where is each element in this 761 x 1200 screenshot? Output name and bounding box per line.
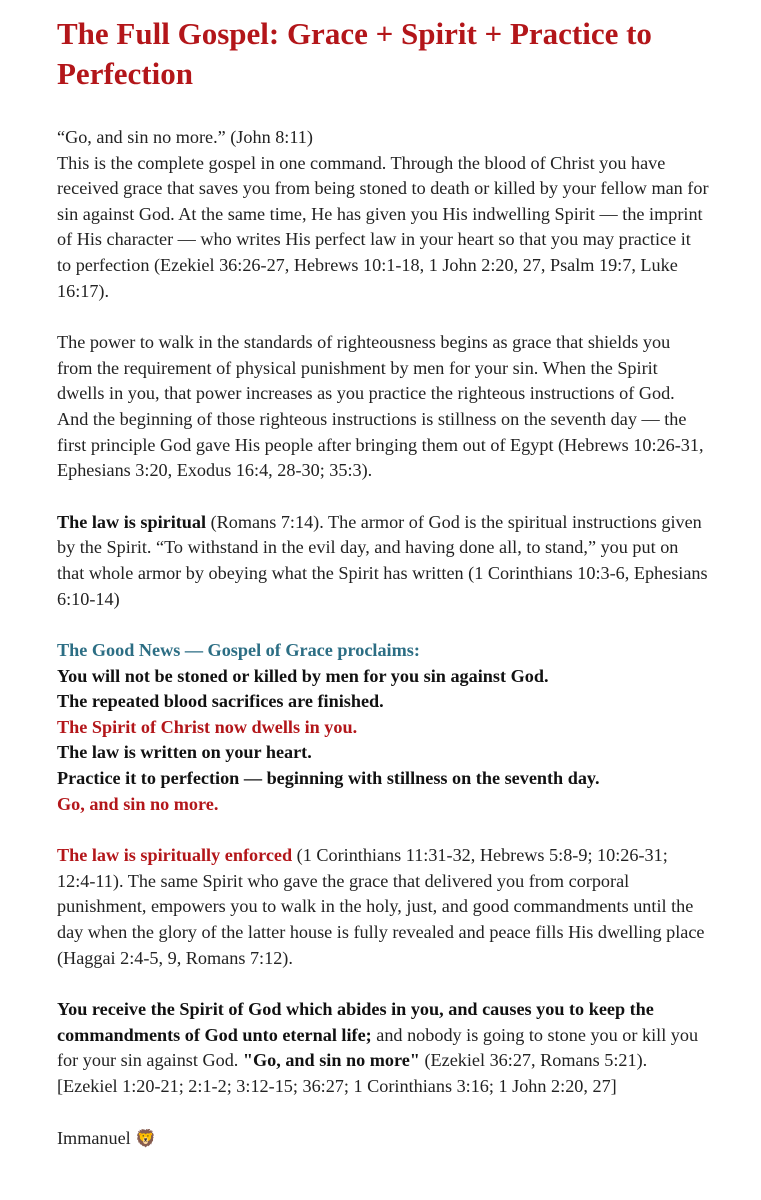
closing-references: (Ezekiel 36:27, Romans 5:21). [Ezekiel 1:20-21; 2:1-2; 3:12-15; 36:27; 1 Corinthians 3:16; 1 John 2:20, 27] — [57, 1050, 648, 1096]
law-spiritual-bold: The law is spiritual — [57, 511, 207, 532]
proclamation-line: Go, and sin no more. — [57, 793, 219, 814]
closing-paragraph — [57, 997, 709, 1099]
intro-paragraph — [57, 125, 709, 304]
closing-text: and nobody is going to stone you or kill you for your sin against God. — [57, 1024, 699, 1071]
enforced-heading: The law is spiritually enforced — [57, 845, 293, 866]
page-title: The Full Gospel: Grace + Spirit + Practice to Perfection — [57, 16, 652, 91]
law-spiritual-paragraph — [57, 510, 709, 612]
law-spiritual-text: (Romans 7:14). The armor of God is the spiritual instructions given by the Spirit. “To withstand in the evil day, and having done all, to stand,” you put on that whole armor by obeying what the Spirit has written (1 Corinthians 10:3-6, Ephesians 6:10-14) — [57, 511, 708, 609]
closing-bold-statement: You receive the Spirit of God which abides in you, and causes you to keep the commandments of God unto eternal life; — [57, 999, 654, 1045]
proclamation-line: The law is written on your heart. — [57, 742, 312, 763]
proclamation-line: You will not be stoned or killed by men for you sin against God. — [57, 665, 549, 686]
closing-quote-bold: "Go, and sin no more" — [242, 1050, 420, 1071]
proclamation-line: The repeated blood sacrifices are finished. — [57, 691, 384, 712]
lion-emoji-icon: 🦁 — [135, 1128, 157, 1148]
intro-body: This is the complete gospel in one command. Through the blood of Christ you have received grace that saves you from being stoned to death or killed by your fellow man for sin against God. At the same time, He has given you His indwelling Spirit — the imprint of His character — who writes His perfect law in your heart so that you may practice it to perfection (Ezekiel 36:26-27, Hebrews 10:1-18, 1 John 2:20, 27, Psalm 19:7, Luke 16:17). — [57, 152, 709, 301]
proclamation-heading: The Good News — Gospel of Grace proclaims: — [57, 640, 420, 661]
power-paragraph: The power to walk in the standards of righteousness begins as grace that shields you from the requirement of physical punishment by men for your sin. When the Spirit dwells in you, that power increases as you practice the righteous instructions of God. And the beginning of those righteous instructions is stillness on the seventh day — the first principle God gave His people after bringing them out of Egypt (Hebrews 10:26-31, Ephesians 3:20, Exodus 16:4, 28-30; 35:3). — [57, 332, 704, 481]
enforced-paragraph — [57, 843, 709, 971]
opening-quote: “Go, and sin no more.” (John 8:11) — [57, 127, 313, 147]
proclamation-line: The Spirit of Christ now dwells in you. — [57, 716, 358, 737]
proclamation-line: Practice it to perfection — beginning with stillness on the seventh day. — [57, 768, 600, 789]
signature — [57, 1126, 709, 1152]
signature-name: Immanuel — [57, 1127, 131, 1148]
enforced-text: (1 Corinthians 11:31-32, Hebrews 5:8-9; 10:26-31; 12:4-11). The same Spirit who gave the grace that delivered you from corporal punishment, empowers you to walk in the holy, just, and good commandments until the day when the glory of the latter house is fully revealed and peace fills His dwelling place (Haggai 2:4-5, 9, Romans 7:12). — [57, 845, 705, 968]
proclamation-list — [57, 638, 709, 817]
